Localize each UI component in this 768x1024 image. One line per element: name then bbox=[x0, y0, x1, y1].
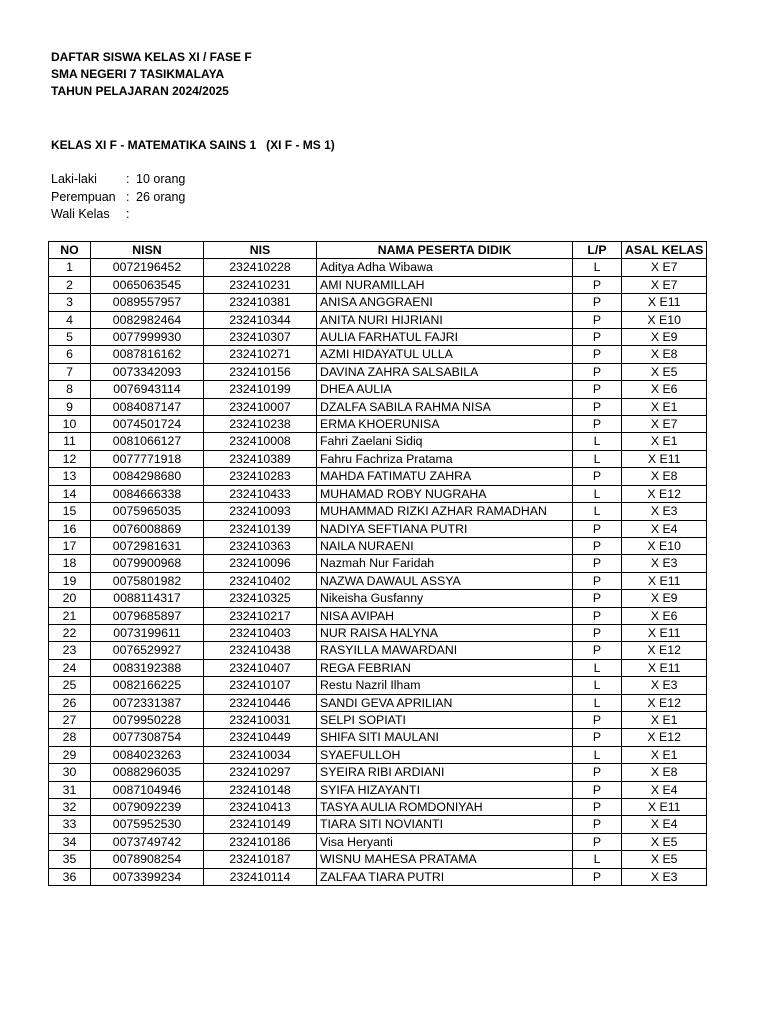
cell-nis: 232410238 bbox=[204, 416, 317, 433]
cell-name: SELPI SOPIATI bbox=[317, 711, 573, 728]
cell-nis: 232410271 bbox=[204, 346, 317, 363]
cell-name: NAILA NURAENI bbox=[317, 537, 573, 554]
cell-nisn: 0075801982 bbox=[91, 572, 204, 589]
cell-nisn: 0072331387 bbox=[91, 694, 204, 711]
cell-no: 35 bbox=[49, 851, 91, 868]
cell-origin-class: X E4 bbox=[622, 816, 707, 833]
cell-gender: L bbox=[573, 450, 622, 467]
cell-no: 1 bbox=[49, 259, 91, 276]
table-row bbox=[49, 520, 707, 537]
cell-origin-class: X E8 bbox=[622, 468, 707, 485]
cell-nis: 232410186 bbox=[204, 833, 317, 850]
column-header-name: NAMA PESERTA DIDIK bbox=[317, 242, 573, 259]
cell-name: ERMA KHOERUNISA bbox=[317, 416, 573, 433]
table-row bbox=[49, 311, 707, 328]
cell-no: 18 bbox=[49, 555, 91, 572]
cell-nis: 232410034 bbox=[204, 746, 317, 763]
column-header-origin-class: ASAL KELAS bbox=[622, 242, 707, 259]
cell-gender: P bbox=[573, 346, 622, 363]
cell-nis: 232410433 bbox=[204, 485, 317, 502]
table-body bbox=[49, 259, 707, 886]
cell-nis: 232410325 bbox=[204, 590, 317, 607]
table-row bbox=[49, 590, 707, 607]
cell-name: SHIFA SITI MAULANI bbox=[317, 729, 573, 746]
cell-gender: P bbox=[573, 398, 622, 415]
cell-nisn: 0079950228 bbox=[91, 711, 204, 728]
cell-no: 6 bbox=[49, 346, 91, 363]
table-row bbox=[49, 729, 707, 746]
cell-name: TIARA SITI NOVIANTI bbox=[317, 816, 573, 833]
cell-gender: P bbox=[573, 537, 622, 554]
info-value: 10 orang bbox=[136, 172, 186, 186]
info-colon: : bbox=[126, 189, 130, 204]
cell-origin-class: X E12 bbox=[622, 694, 707, 711]
cell-origin-class: X E11 bbox=[622, 294, 707, 311]
student-table bbox=[48, 241, 707, 886]
cell-no: 15 bbox=[49, 503, 91, 520]
table-row bbox=[49, 276, 707, 293]
table-row bbox=[49, 485, 707, 502]
table-row bbox=[49, 381, 707, 398]
cell-nisn: 0082982464 bbox=[91, 311, 204, 328]
cell-origin-class: X E1 bbox=[622, 746, 707, 763]
cell-name: SANDI GEVA APRILIAN bbox=[317, 694, 573, 711]
cell-nis: 232410139 bbox=[204, 520, 317, 537]
cell-no: 36 bbox=[49, 868, 91, 885]
cell-origin-class: X E7 bbox=[622, 276, 707, 293]
cell-name: TASYA AULIA ROMDONIYAH bbox=[317, 799, 573, 816]
table-header-row bbox=[49, 242, 707, 259]
table-row bbox=[49, 398, 707, 415]
cell-gender: L bbox=[573, 677, 622, 694]
cell-nis: 232410438 bbox=[204, 642, 317, 659]
cell-nis: 232410199 bbox=[204, 381, 317, 398]
cell-nis: 232410297 bbox=[204, 764, 317, 781]
cell-nisn: 0083192388 bbox=[91, 659, 204, 676]
cell-origin-class: X E12 bbox=[622, 485, 707, 502]
cell-nis: 232410228 bbox=[204, 259, 317, 276]
cell-origin-class: X E11 bbox=[622, 659, 707, 676]
cell-name: Visa Heryanti bbox=[317, 833, 573, 850]
cell-no: 17 bbox=[49, 537, 91, 554]
cell-nisn: 0084023263 bbox=[91, 746, 204, 763]
cell-nisn: 0082166225 bbox=[91, 677, 204, 694]
cell-origin-class: X E8 bbox=[622, 346, 707, 363]
cell-origin-class: X E3 bbox=[622, 503, 707, 520]
table-row bbox=[49, 746, 707, 763]
cell-nisn: 0072981631 bbox=[91, 537, 204, 554]
cell-gender: L bbox=[573, 259, 622, 276]
document-header bbox=[51, 49, 252, 100]
table-row bbox=[49, 851, 707, 868]
table-row bbox=[49, 433, 707, 450]
cell-nisn: 0077771918 bbox=[91, 450, 204, 467]
cell-nisn: 0076943114 bbox=[91, 381, 204, 398]
cell-name: REGA FEBRIAN bbox=[317, 659, 573, 676]
cell-nis: 232410344 bbox=[204, 311, 317, 328]
cell-nis: 232410096 bbox=[204, 555, 317, 572]
cell-gender: L bbox=[573, 433, 622, 450]
table-row bbox=[49, 659, 707, 676]
cell-nis: 232410449 bbox=[204, 729, 317, 746]
cell-no: 34 bbox=[49, 833, 91, 850]
cell-origin-class: X E5 bbox=[622, 833, 707, 850]
cell-no: 28 bbox=[49, 729, 91, 746]
cell-nisn: 0073199611 bbox=[91, 624, 204, 641]
info-colon: : bbox=[126, 207, 130, 221]
cell-name: ZALFAA TIARA PUTRI bbox=[317, 868, 573, 885]
cell-origin-class: X E7 bbox=[622, 259, 707, 276]
cell-nisn: 0079685897 bbox=[91, 607, 204, 624]
cell-no: 25 bbox=[49, 677, 91, 694]
cell-no: 8 bbox=[49, 381, 91, 398]
cell-no: 16 bbox=[49, 520, 91, 537]
cell-gender: P bbox=[573, 624, 622, 641]
cell-gender: P bbox=[573, 868, 622, 885]
cell-gender: L bbox=[573, 694, 622, 711]
info-label: Wali Kelas bbox=[51, 207, 110, 221]
info-row-female bbox=[51, 189, 185, 207]
cell-name: NADIYA SEFTIANA PUTRI bbox=[317, 520, 573, 537]
cell-nisn: 0073749742 bbox=[91, 833, 204, 850]
table-row bbox=[49, 363, 707, 380]
cell-gender: P bbox=[573, 781, 622, 798]
cell-gender: L bbox=[573, 851, 622, 868]
cell-nis: 232410187 bbox=[204, 851, 317, 868]
table-row bbox=[49, 572, 707, 589]
cell-no: 3 bbox=[49, 294, 91, 311]
cell-no: 20 bbox=[49, 590, 91, 607]
cell-nis: 232410148 bbox=[204, 781, 317, 798]
cell-gender: P bbox=[573, 607, 622, 624]
cell-gender: P bbox=[573, 799, 622, 816]
cell-name: DZALFA SABILA RAHMA NISA bbox=[317, 398, 573, 415]
cell-nis: 232410407 bbox=[204, 659, 317, 676]
cell-no: 24 bbox=[49, 659, 91, 676]
cell-name: MUHAMMAD RIZKI AZHAR RAMADHAN bbox=[317, 503, 573, 520]
cell-gender: P bbox=[573, 764, 622, 781]
cell-origin-class: X E11 bbox=[622, 624, 707, 641]
cell-gender: P bbox=[573, 363, 622, 380]
cell-nis: 232410283 bbox=[204, 468, 317, 485]
info-label: Perempuan bbox=[51, 189, 116, 204]
cell-no: 33 bbox=[49, 816, 91, 833]
cell-name: Nikeisha Gusfanny bbox=[317, 590, 573, 607]
cell-origin-class: X E9 bbox=[622, 329, 707, 346]
cell-name: SYAEFULLOH bbox=[317, 746, 573, 763]
cell-nisn: 0089557957 bbox=[91, 294, 204, 311]
cell-nisn: 0077999930 bbox=[91, 329, 204, 346]
cell-no: 26 bbox=[49, 694, 91, 711]
cell-origin-class: X E8 bbox=[622, 764, 707, 781]
cell-nisn: 0077308754 bbox=[91, 729, 204, 746]
cell-nisn: 0084666338 bbox=[91, 485, 204, 502]
cell-nis: 232410114 bbox=[204, 868, 317, 885]
cell-origin-class: X E7 bbox=[622, 416, 707, 433]
table-row bbox=[49, 503, 707, 520]
cell-nisn: 0079900968 bbox=[91, 555, 204, 572]
table-row bbox=[49, 833, 707, 850]
cell-nisn: 0074501724 bbox=[91, 416, 204, 433]
cell-no: 12 bbox=[49, 450, 91, 467]
cell-name: DAVINA ZAHRA SALSABILA bbox=[317, 363, 573, 380]
cell-no: 4 bbox=[49, 311, 91, 328]
cell-origin-class: X E11 bbox=[622, 572, 707, 589]
table-row bbox=[49, 294, 707, 311]
cell-name: Restu Nazril Ilham bbox=[317, 677, 573, 694]
cell-nisn: 0087104946 bbox=[91, 781, 204, 798]
table-row bbox=[49, 868, 707, 885]
cell-name: DHEA AULIA bbox=[317, 381, 573, 398]
cell-no: 32 bbox=[49, 799, 91, 816]
column-header-nisn: NISN bbox=[91, 242, 204, 259]
cell-name: MAHDA FATIMATU ZAHRA bbox=[317, 468, 573, 485]
table-row bbox=[49, 450, 707, 467]
info-label: Laki-laki bbox=[51, 172, 97, 186]
cell-origin-class: X E6 bbox=[622, 607, 707, 624]
cell-nisn: 0076529927 bbox=[91, 642, 204, 659]
cell-name: MUHAMAD ROBY NUGRAHA bbox=[317, 485, 573, 502]
cell-nis: 232410217 bbox=[204, 607, 317, 624]
table-row bbox=[49, 416, 707, 433]
cell-nis: 232410231 bbox=[204, 276, 317, 293]
cell-name: NISA AVIPAH bbox=[317, 607, 573, 624]
cell-name: SYEIRA RIBI ARDIANI bbox=[317, 764, 573, 781]
cell-nisn: 0078908254 bbox=[91, 851, 204, 868]
cell-name: WISNU MAHESA PRATAMA bbox=[317, 851, 573, 868]
cell-origin-class: X E10 bbox=[622, 311, 707, 328]
table-row bbox=[49, 642, 707, 659]
cell-nis: 232410107 bbox=[204, 677, 317, 694]
cell-gender: P bbox=[573, 572, 622, 589]
cell-nis: 232410307 bbox=[204, 329, 317, 346]
cell-nis: 232410156 bbox=[204, 363, 317, 380]
cell-nis: 232410403 bbox=[204, 624, 317, 641]
cell-gender: L bbox=[573, 659, 622, 676]
cell-no: 7 bbox=[49, 363, 91, 380]
table-row bbox=[49, 677, 707, 694]
cell-name: AMI NURAMILLAH bbox=[317, 276, 573, 293]
header-line-2: SMA NEGERI 7 TASIKMALAYA bbox=[51, 67, 225, 81]
cell-gender: L bbox=[573, 485, 622, 502]
table-row bbox=[49, 346, 707, 363]
table-row bbox=[49, 816, 707, 833]
cell-no: 21 bbox=[49, 607, 91, 624]
cell-nis: 232410031 bbox=[204, 711, 317, 728]
cell-nisn: 0084298680 bbox=[91, 468, 204, 485]
cell-nis: 232410008 bbox=[204, 433, 317, 450]
table-row bbox=[49, 781, 707, 798]
table-row bbox=[49, 694, 707, 711]
cell-name: ANISA ANGGRAENI bbox=[317, 294, 573, 311]
cell-no: 30 bbox=[49, 764, 91, 781]
table-row bbox=[49, 259, 707, 276]
cell-name: AULIA FARHATUL FAJRI bbox=[317, 329, 573, 346]
cell-gender: P bbox=[573, 381, 622, 398]
cell-no: 27 bbox=[49, 711, 91, 728]
cell-nis: 232410149 bbox=[204, 816, 317, 833]
class-title: KELAS XI F - MATEMATIKA SAINS 1 (XI F - MS 1) bbox=[51, 138, 335, 152]
cell-gender: P bbox=[573, 833, 622, 850]
table-row bbox=[49, 329, 707, 346]
cell-nisn: 0076008869 bbox=[91, 520, 204, 537]
cell-gender: P bbox=[573, 294, 622, 311]
cell-nisn: 0073342093 bbox=[91, 363, 204, 380]
table-row bbox=[49, 537, 707, 554]
info-row-homeroom-teacher bbox=[51, 206, 185, 224]
cell-gender: P bbox=[573, 416, 622, 433]
cell-gender: P bbox=[573, 329, 622, 346]
table-row bbox=[49, 764, 707, 781]
cell-gender: P bbox=[573, 590, 622, 607]
cell-nis: 232410446 bbox=[204, 694, 317, 711]
cell-gender: P bbox=[573, 729, 622, 746]
cell-gender: P bbox=[573, 520, 622, 537]
cell-name: Nazmah Nur Faridah bbox=[317, 555, 573, 572]
cell-origin-class: X E9 bbox=[622, 590, 707, 607]
cell-no: 11 bbox=[49, 433, 91, 450]
cell-nis: 232410381 bbox=[204, 294, 317, 311]
cell-origin-class: X E3 bbox=[622, 677, 707, 694]
cell-origin-class: X E3 bbox=[622, 555, 707, 572]
cell-gender: P bbox=[573, 555, 622, 572]
cell-origin-class: X E3 bbox=[622, 868, 707, 885]
header-line-3: TAHUN PELAJARAN 2024/2025 bbox=[51, 84, 229, 98]
cell-origin-class: X E4 bbox=[622, 520, 707, 537]
cell-gender: P bbox=[573, 711, 622, 728]
cell-origin-class: X E11 bbox=[622, 799, 707, 816]
cell-name: NAZWA DAWAUL ASSYA bbox=[317, 572, 573, 589]
cell-origin-class: X E10 bbox=[622, 537, 707, 554]
cell-origin-class: X E5 bbox=[622, 851, 707, 868]
table-row bbox=[49, 624, 707, 641]
cell-gender: P bbox=[573, 276, 622, 293]
cell-gender: P bbox=[573, 311, 622, 328]
cell-nisn: 0075965035 bbox=[91, 503, 204, 520]
cell-gender: L bbox=[573, 503, 622, 520]
cell-origin-class: X E6 bbox=[622, 381, 707, 398]
cell-name: AZMI HIDAYATUL ULLA bbox=[317, 346, 573, 363]
cell-nis: 232410389 bbox=[204, 450, 317, 467]
column-header-nis: NIS bbox=[204, 242, 317, 259]
table-row bbox=[49, 711, 707, 728]
cell-nisn: 0088114317 bbox=[91, 590, 204, 607]
cell-nisn: 0075952530 bbox=[91, 816, 204, 833]
cell-nis: 232410093 bbox=[204, 503, 317, 520]
cell-nis: 232410007 bbox=[204, 398, 317, 415]
cell-origin-class: X E11 bbox=[622, 450, 707, 467]
cell-name: Fahri Zaelani Sidiq bbox=[317, 433, 573, 450]
cell-gender: P bbox=[573, 642, 622, 659]
cell-origin-class: X E12 bbox=[622, 729, 707, 746]
cell-nisn: 0065063545 bbox=[91, 276, 204, 293]
cell-gender: L bbox=[573, 746, 622, 763]
cell-origin-class: X E1 bbox=[622, 398, 707, 415]
cell-nisn: 0072196452 bbox=[91, 259, 204, 276]
cell-nisn: 0087816162 bbox=[91, 346, 204, 363]
table-row bbox=[49, 799, 707, 816]
cell-gender: P bbox=[573, 816, 622, 833]
cell-no: 29 bbox=[49, 746, 91, 763]
cell-no: 2 bbox=[49, 276, 91, 293]
cell-no: 9 bbox=[49, 398, 91, 415]
column-header-no: NO bbox=[49, 242, 91, 259]
cell-origin-class: X E1 bbox=[622, 711, 707, 728]
cell-nisn: 0079092239 bbox=[91, 799, 204, 816]
cell-name: Fahru Fachriza Pratama bbox=[317, 450, 573, 467]
cell-no: 23 bbox=[49, 642, 91, 659]
table-row bbox=[49, 468, 707, 485]
cell-nisn: 0073399234 bbox=[91, 868, 204, 885]
cell-no: 10 bbox=[49, 416, 91, 433]
cell-nis: 232410413 bbox=[204, 799, 317, 816]
cell-origin-class: X E4 bbox=[622, 781, 707, 798]
table-row bbox=[49, 607, 707, 624]
class-info bbox=[51, 171, 185, 224]
cell-nisn: 0088296035 bbox=[91, 764, 204, 781]
cell-no: 13 bbox=[49, 468, 91, 485]
cell-nisn: 0081066127 bbox=[91, 433, 204, 450]
cell-no: 31 bbox=[49, 781, 91, 798]
cell-origin-class: X E1 bbox=[622, 433, 707, 450]
cell-gender: P bbox=[573, 468, 622, 485]
info-row-male bbox=[51, 171, 185, 189]
cell-name: NUR RAISA HALYNA bbox=[317, 624, 573, 641]
cell-no: 14 bbox=[49, 485, 91, 502]
cell-nis: 232410363 bbox=[204, 537, 317, 554]
cell-nis: 232410402 bbox=[204, 572, 317, 589]
info-colon: : bbox=[126, 172, 130, 186]
table-row bbox=[49, 555, 707, 572]
column-header-gender: L/P bbox=[573, 242, 622, 259]
cell-nisn: 0084087147 bbox=[91, 398, 204, 415]
cell-name: SYIFA HIZAYANTI bbox=[317, 781, 573, 798]
cell-no: 22 bbox=[49, 624, 91, 641]
cell-no: 19 bbox=[49, 572, 91, 589]
info-value: 26 orang bbox=[136, 189, 186, 204]
cell-no: 5 bbox=[49, 329, 91, 346]
cell-origin-class: X E12 bbox=[622, 642, 707, 659]
header-line-1: DAFTAR SISWA KELAS XI / FASE F bbox=[51, 50, 252, 64]
cell-name: RASYILLA MAWARDANI bbox=[317, 642, 573, 659]
cell-name: ANITA NURI HIJRIANI bbox=[317, 311, 573, 328]
cell-name: Aditya Adha Wibawa bbox=[317, 259, 573, 276]
cell-origin-class: X E5 bbox=[622, 363, 707, 380]
